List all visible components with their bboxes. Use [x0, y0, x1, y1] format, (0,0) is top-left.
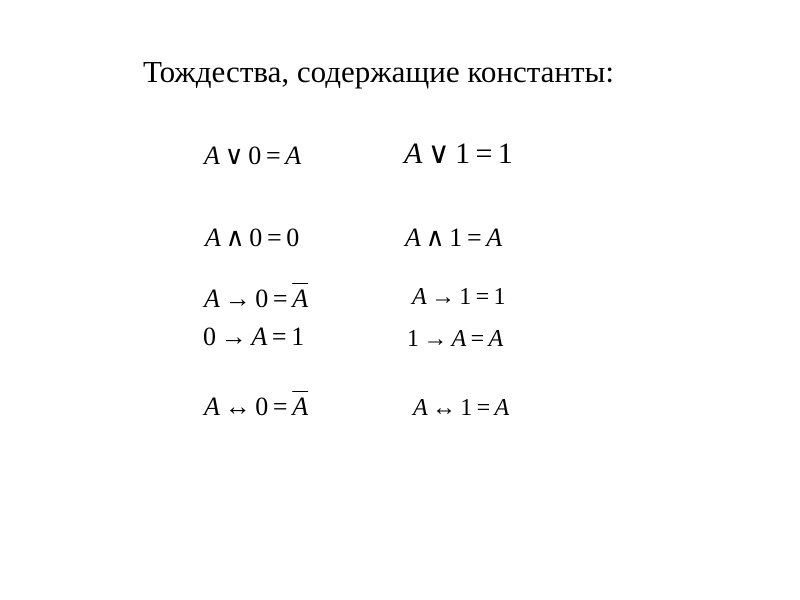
operand-right: 0: [255, 284, 269, 313]
equivalence-arrow: ↔: [431, 395, 456, 421]
or-operator: ∨: [224, 141, 244, 170]
operand-right: 0: [248, 141, 262, 170]
operand-left: A: [204, 141, 220, 170]
identity-and-0: [205, 225, 299, 251]
identity-and-1: [405, 225, 502, 251]
identity-implies-1: [412, 285, 505, 309]
equals-sign: =: [476, 395, 491, 421]
implication-arrow: →: [430, 284, 455, 310]
result: 1: [291, 322, 305, 351]
operand-right: A: [251, 322, 268, 351]
result: A: [486, 223, 503, 252]
operand-left: A: [204, 392, 220, 421]
result: A: [285, 141, 302, 170]
and-operator: ∧: [425, 223, 445, 252]
operand-right: 1: [449, 223, 463, 252]
identity-equiv-0: [204, 394, 308, 420]
slide-title: Тождества, содержащие константы:: [143, 54, 614, 89]
operand-left: A: [413, 395, 428, 421]
operand-left: A: [404, 137, 423, 170]
implication-arrow: →: [220, 322, 247, 351]
operand-right: 0: [249, 223, 263, 252]
implication-arrow: →: [423, 326, 448, 352]
result-negated: $\overline{A}$: [292, 392, 309, 421]
equals-sign: =: [266, 223, 282, 252]
result: 1: [493, 284, 506, 310]
result-negated: $\overline{A}$: [292, 284, 309, 313]
identity-implies-0: [204, 286, 308, 312]
operand-right: A: [451, 326, 467, 352]
operand-right: 1: [459, 284, 472, 310]
operand-right: 1: [455, 137, 471, 170]
operand-left: 1: [407, 326, 419, 352]
identity-zero-implies: [203, 324, 304, 350]
operand-right: 1: [460, 395, 473, 421]
equals-sign: =: [475, 137, 493, 170]
identity-one-implies: [407, 327, 503, 351]
identity-equiv-1: [413, 396, 509, 420]
or-operator: ∨: [427, 137, 450, 170]
result: 0: [286, 223, 300, 252]
operand-left: 0: [203, 322, 216, 351]
implication-arrow: →: [224, 284, 251, 313]
identity-or-0: [204, 143, 301, 169]
equals-sign: =: [265, 141, 281, 170]
operand-left: A: [204, 284, 220, 313]
operand-left: A: [205, 223, 221, 252]
equals-sign: =: [466, 223, 482, 252]
result: A: [494, 395, 510, 421]
operand-left: A: [405, 223, 421, 252]
and-operator: ∧: [225, 223, 245, 252]
equals-sign: =: [475, 284, 490, 310]
equals-sign: =: [272, 392, 288, 421]
equals-sign: =: [272, 284, 288, 313]
operand-left: A: [412, 284, 427, 310]
result: A: [488, 326, 504, 352]
operand-right: 0: [255, 392, 269, 421]
equals-sign: =: [470, 326, 485, 352]
equals-sign: =: [271, 322, 287, 351]
equivalence-arrow: ↔: [224, 392, 251, 421]
result: 1: [497, 137, 513, 170]
identity-or-1: [404, 139, 513, 169]
